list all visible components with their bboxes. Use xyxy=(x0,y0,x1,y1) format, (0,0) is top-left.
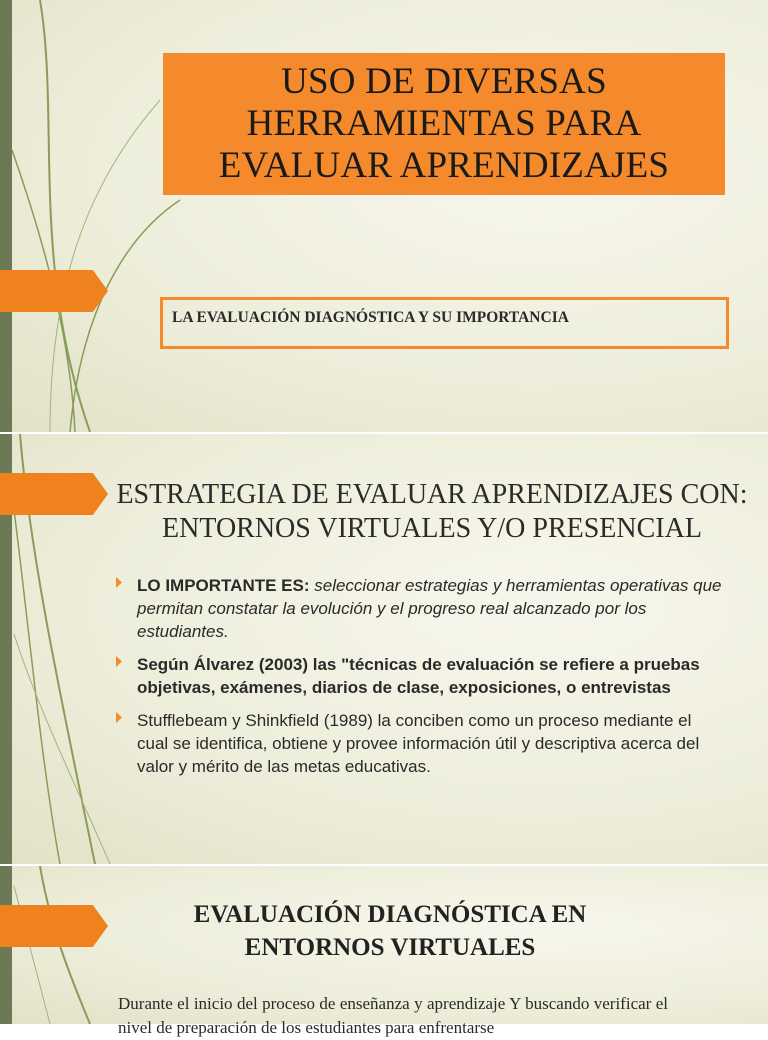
bullet-text: Stufflebeam y Shinkfield (1989) la conciben como un proceso mediante el cual se identifica, obtiene y provee información útil y descriptiva acerca del valor y mérito de las metas educativas. xyxy=(137,711,700,776)
list-item xyxy=(116,653,726,699)
slide-title: USO DE DIVERSAS HERRAMIENTAS PARA EVALUAR APRENDIZAJES xyxy=(218,61,670,186)
slide-1 xyxy=(0,0,768,432)
slide-separator xyxy=(0,432,768,434)
orange-arrow-tab xyxy=(0,905,108,947)
bullet-lead: LO IMPORTANTE ES: xyxy=(137,576,310,595)
bullet-arrow-icon xyxy=(116,656,122,667)
list-item xyxy=(116,574,726,643)
slide-paragraph: Durante el inicio del proceso de enseñanza y aprendizaje Y buscando verificar el nivel de preparación de los estudiantes para enfrentarse xyxy=(118,994,668,1037)
bullet-text: seleccionar estrategias y herramientas operativas que permitan constatar la evolución y el progreso real alcanzado por los estudiantes. xyxy=(137,576,722,641)
orange-arrow-tab xyxy=(0,473,108,515)
bullet-list xyxy=(116,574,726,788)
subtitle-box xyxy=(160,297,729,349)
slide-heading: EVALUACIÓN DIAGNÓSTICA EN ENTORNOS VIRTUALES xyxy=(193,901,587,961)
slide-subtitle: LA EVALUACIÓN DIAGNÓSTICA Y SU IMPORTANCIA xyxy=(172,309,569,326)
list-item xyxy=(116,709,726,778)
title-box xyxy=(163,53,725,195)
bullet-arrow-icon xyxy=(116,577,122,588)
slide-heading: ESTRATEGIA DE EVALUAR APRENDIZAJES CON: ENTORNOS VIRTUALES Y/O PRESENCIAL xyxy=(116,479,748,544)
bullet-text: Según Álvarez (2003) las "técnicas de evaluación se refiere a pruebas objetivas, exámenes, diarios de clase, exposiciones, o entrevistas xyxy=(137,655,700,697)
bullet-arrow-icon xyxy=(116,712,122,723)
slide-separator xyxy=(0,864,768,866)
orange-arrow-tab xyxy=(0,270,108,312)
